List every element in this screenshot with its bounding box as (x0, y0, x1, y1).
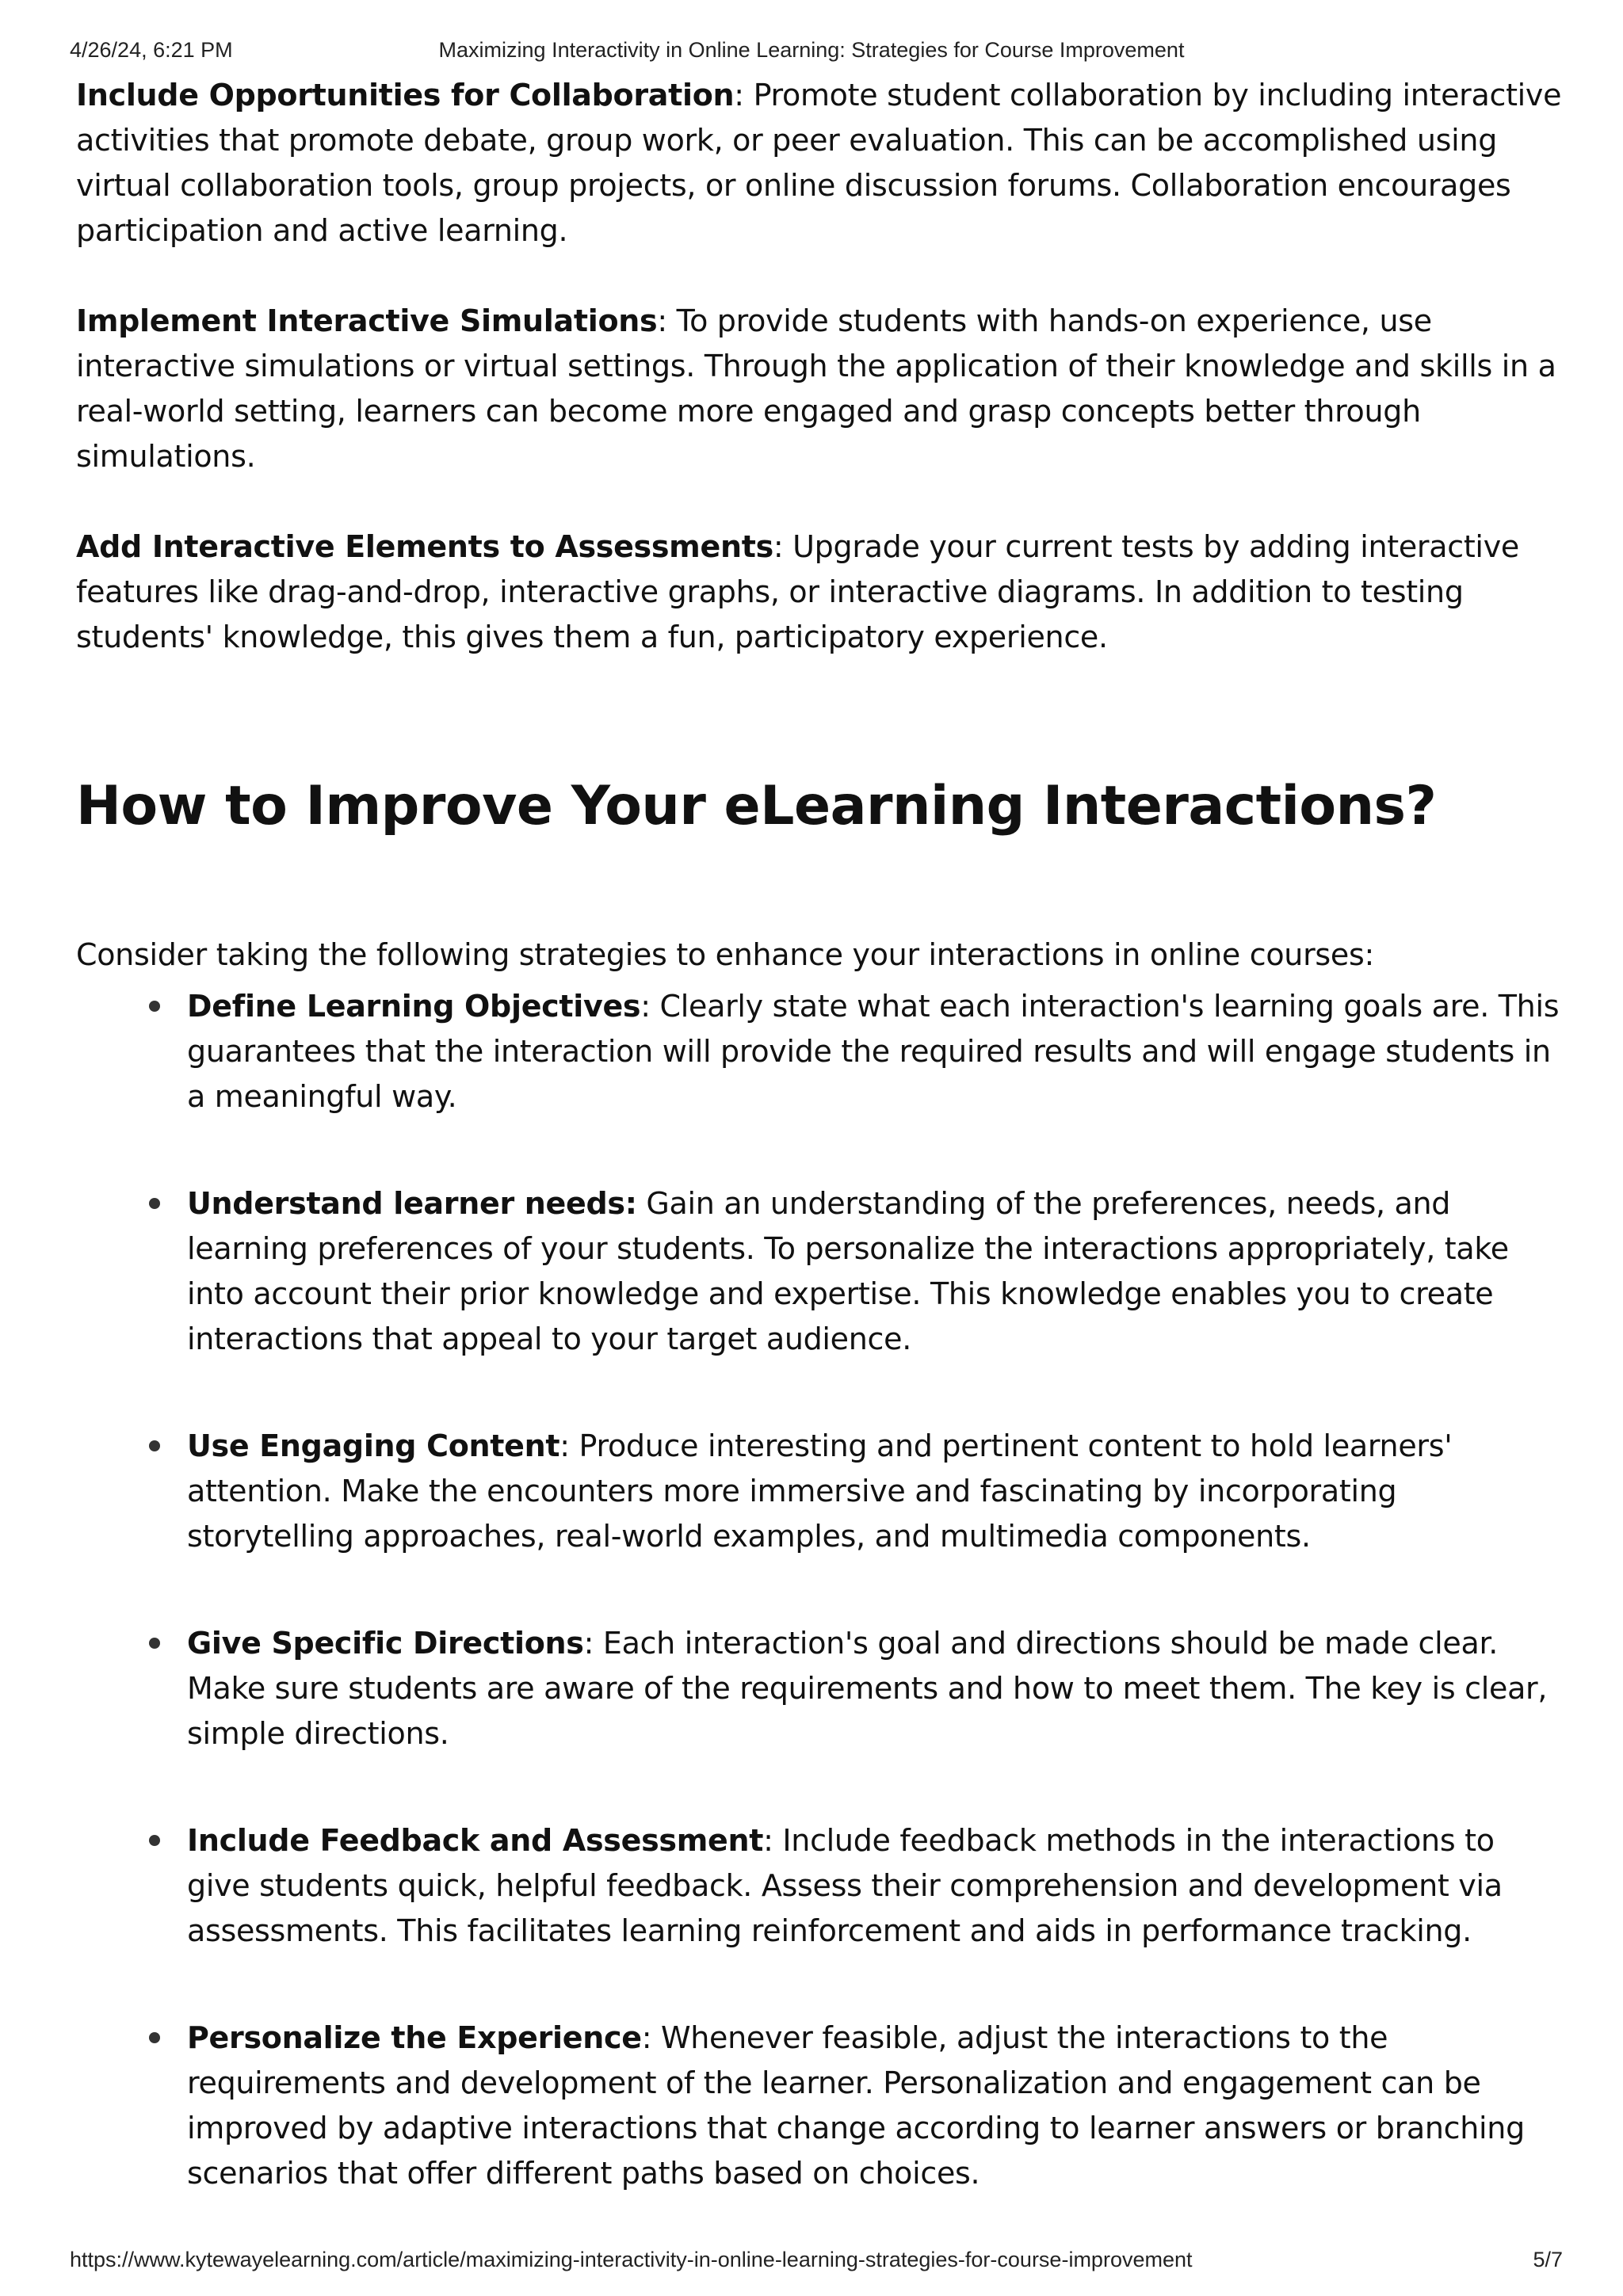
paragraph-simulations (76, 299, 1566, 479)
list-item (187, 2016, 1566, 2196)
list-item (187, 1181, 1566, 1362)
list-item-text: : Each interaction's goal and directions should be made clear. Make sure students are aware of the requirements and how to meet them. The key is clear, simple directions. (187, 1626, 1548, 1751)
list-item (187, 1621, 1566, 1756)
bullet-icon (149, 1835, 160, 1846)
list-item (187, 1424, 1566, 1559)
section-intro: Consider taking the following strategies to enhance your interactions in online courses: (76, 937, 1374, 972)
page-number: 5/7 (1533, 2248, 1563, 2271)
print-header (0, 38, 1623, 67)
list-item-text: : Clearly state what each interaction's learning goals are. This guarantees that the interaction will provide the required results and will engage students in a meaningful way. (187, 989, 1560, 1114)
paragraph-assessments (76, 524, 1566, 660)
paragraph-term: Include Opportunities for Collaboration (76, 78, 735, 113)
bullet-icon (149, 1198, 160, 1209)
print-datetime: 4/26/24, 6:21 PM (70, 38, 233, 62)
section-heading: How to Improve Your eLearning Interactions? (76, 775, 1437, 837)
paragraph-text: : Upgrade your current tests by adding interactive features like drag-and-drop, interactive graphs, or interactive diagrams. In addition to testing students' knowledge, this gives them a fun, participatory experience. (76, 529, 1519, 654)
list-item-text: : Include feedback methods in the interactions to give students quick, helpful feedback. Assess their comprehension and development via assessments. This facilitates learning reinforcement and aids in performance tracking. (187, 1823, 1503, 1948)
list-item-term: Personalize the Experience (187, 2020, 642, 2055)
page-url: https://www.kytewayelearning.com/article/maximizing-interactivity-in-online-learning-strategies-for-course-improvement (70, 2248, 1193, 2271)
list-item-term: Understand learner needs: (187, 1186, 637, 1221)
list-item-term: Include Feedback and Assessment (187, 1823, 764, 1858)
article-content (76, 73, 1566, 2258)
list-item-term: Use Engaging Content (187, 1428, 560, 1463)
list-item-term: Define Learning Objectives (187, 989, 641, 1024)
bullet-icon (149, 1440, 160, 1451)
list-item (187, 984, 1566, 1119)
bullet-icon (149, 1638, 160, 1649)
paragraph-term: Add Interactive Elements to Assessments (76, 529, 773, 564)
strategy-list (76, 984, 1566, 2196)
paragraph-term: Implement Interactive Simulations (76, 303, 658, 338)
list-item (187, 1818, 1566, 1954)
list-item-text: : Whenever feasible, adjust the interactions to the requirements and development of the learner. Personalization and engagement can be improved by adaptive interactions that change according to learner answers or branching scenarios that offer different paths based on choices. (187, 2020, 1525, 2191)
bullet-icon (149, 1001, 160, 1012)
list-item-text: Gain an understanding of the preferences, needs, and learning preferences of your students. To personalize the interactions appropriately, take into account their prior knowledge and expertise. This knowledge enables you to create interactions that appeal to your target audience. (187, 1186, 1509, 1356)
bullet-icon (149, 2032, 160, 2043)
paragraph-text: : To provide students with hands-on experience, use interactive simulations or virtual settings. Through the application of their knowledge and skills in a real-world setting, learners can become more engaged and grasp concepts better through simulations. (76, 303, 1556, 474)
paragraph-collaboration (76, 73, 1566, 254)
list-item-text: : Produce interesting and pertinent content to hold learners' attention. Make the encounters more immersive and fascinating by incorporating storytelling approaches, real-world examples, and multimedia components. (187, 1428, 1453, 1554)
paragraph-text: : Promote student collaboration by including interactive activities that promote debate, group work, or peer evaluation. This can be accomplished using virtual collaboration tools, group projects, or online discussion forums. Collaboration encourages participation and active learning. (76, 78, 1562, 248)
print-title: Maximizing Interactivity in Online Learning: Strategies for Course Improvement (438, 38, 1185, 62)
list-item-term: Give Specific Directions (187, 1626, 584, 1661)
